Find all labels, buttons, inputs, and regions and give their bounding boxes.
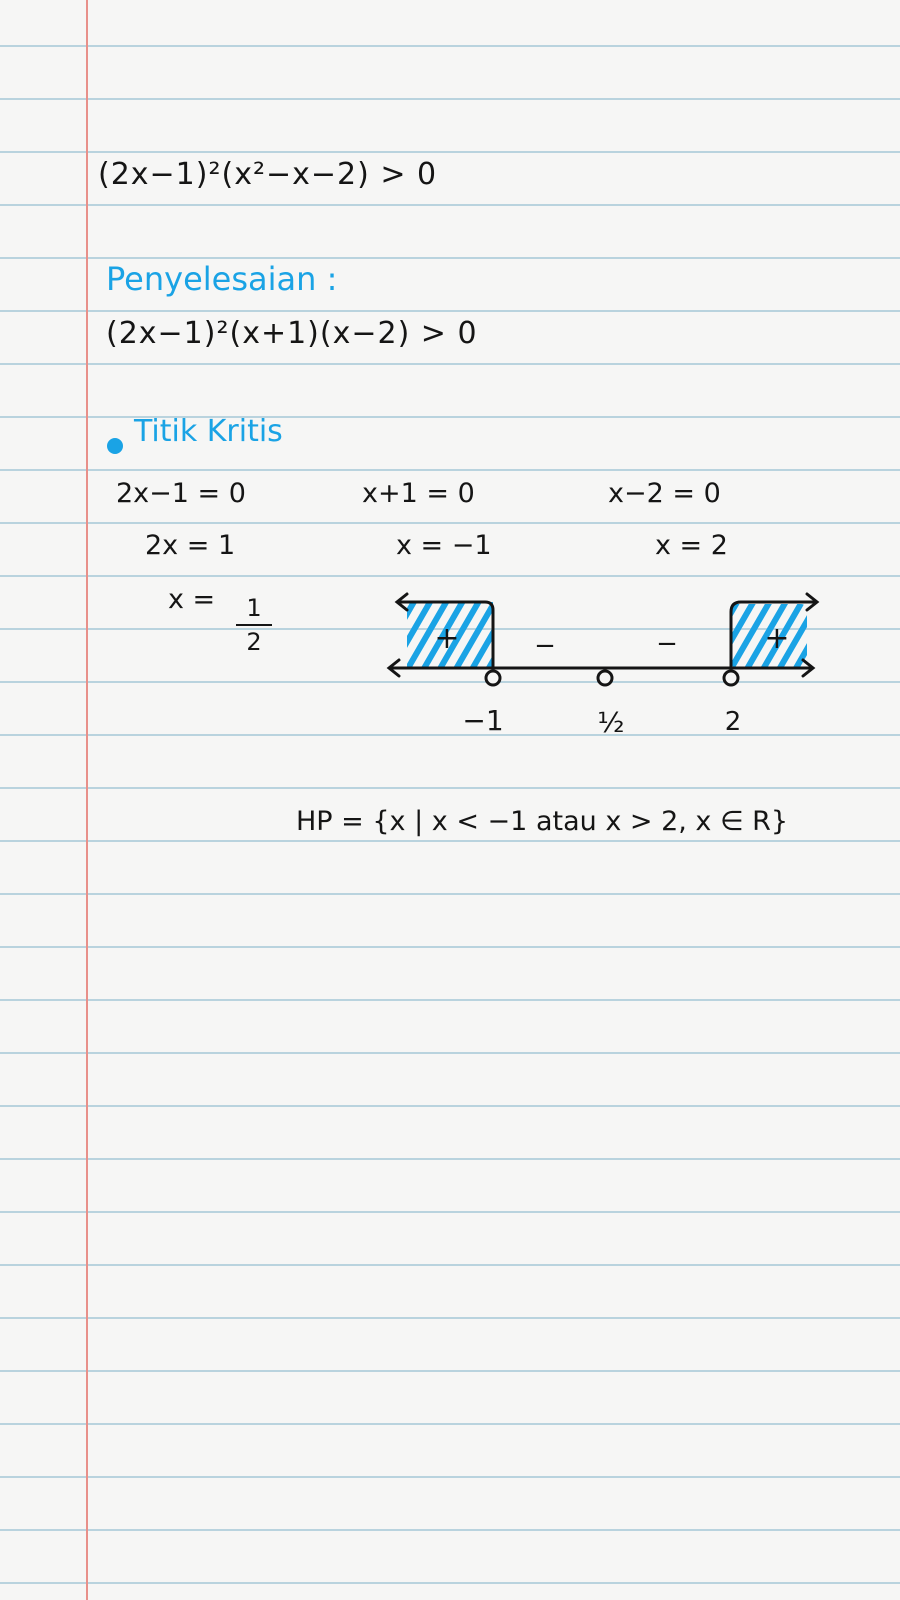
sign-label: − <box>656 629 678 659</box>
eq1-line1: 2x−1 = 0 <box>116 478 246 509</box>
fraction-one-half <box>232 594 276 656</box>
sign-label: + <box>764 621 790 656</box>
eq3-line2: x = 2 <box>655 530 728 561</box>
solution-set-answer: HP = {x | x < −1 atau x > 2, x ∈ R} <box>296 806 789 837</box>
eq2-line2: x = −1 <box>396 530 492 561</box>
fraction-bar <box>236 624 272 626</box>
sign-number-line <box>385 590 835 760</box>
eq2-line1: x+1 = 0 <box>362 478 475 509</box>
fraction-numerator: 1 <box>246 594 262 622</box>
fraction-denominator: 2 <box>246 628 262 656</box>
sign-label: − <box>534 631 556 661</box>
tick-label: −1 <box>462 704 504 737</box>
notebook-margin-line <box>86 0 88 1600</box>
tick-label: ½ <box>597 706 625 739</box>
tick-label: 2 <box>724 707 742 737</box>
open-point-minus-one <box>486 671 500 685</box>
eq3-line1: x−2 = 0 <box>608 478 721 509</box>
critical-points-heading: Titik Kritis <box>134 414 283 449</box>
open-point-half <box>598 671 612 685</box>
eq1-line3: x = <box>168 584 216 615</box>
open-point-two <box>724 671 738 685</box>
solution-heading: Penyelesaian : <box>106 260 338 298</box>
problem-expression: (2x−1)²(x²−x−2) > 0 <box>98 157 438 192</box>
factored-expression: (2x−1)²(x+1)(x−2) > 0 <box>106 316 478 351</box>
eq1-line2: 2x = 1 <box>145 530 236 561</box>
bullet-icon <box>107 438 123 454</box>
sign-label: + <box>434 621 460 656</box>
